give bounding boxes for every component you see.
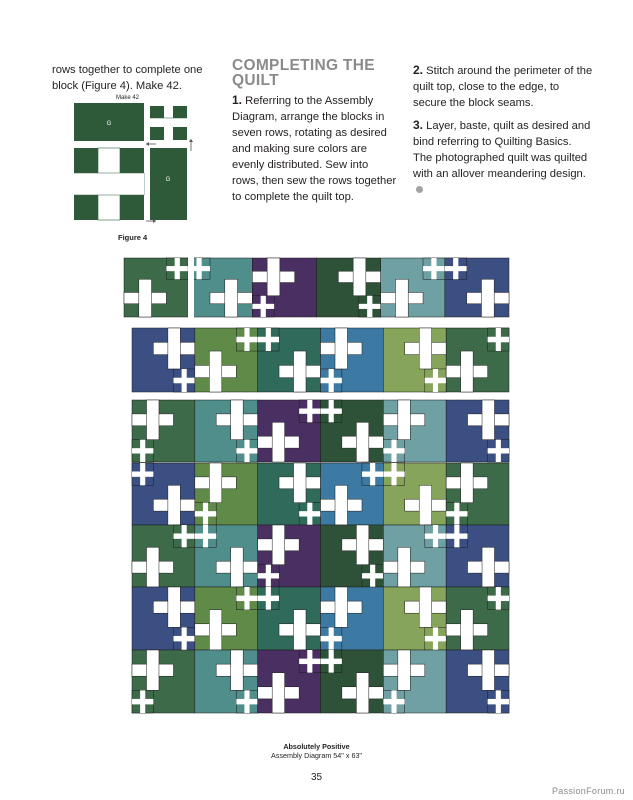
page-number: 35 [310,772,323,783]
intro-text: rows together to complete one block (Figure 4). Make 42. [52,64,203,92]
quilt-row [132,587,509,650]
quilt-block [383,650,446,713]
step-2-number: 2. [413,63,424,77]
quilt-block [446,650,509,713]
section-heading: COMPLETING THE QUILT [232,57,375,89]
quilt-block [132,400,195,462]
quilt-block [321,463,384,525]
quilt-row [132,328,509,392]
quilt-row [132,650,509,713]
quilt-block [321,587,384,650]
quilt-block [132,463,195,525]
quilt-block [258,328,321,392]
quilt-block [195,650,258,713]
step-3-number: 3. [413,118,424,132]
step-1-text: Referring to the Assembly Diagram, arrange the blocks in seven rows, rotating as desired and making sure colors are evenly distributed. Sew into rows, then sew the rows together to complete the quilt top. [232,95,397,203]
fig4-letter-b: G [165,177,171,183]
quilt-block [195,587,258,650]
quilt-block [132,328,195,392]
quilt-block [195,400,258,462]
quilt-block [258,400,321,462]
quilt-block [446,463,509,525]
step-3-text: Layer, baste, quilt as desired and bind referring to Quilting Basics. The photographed quilt was quilted with an allover meandering design. [413,120,591,180]
step-1-number: 1. [232,93,243,107]
fig4-letter-a: G [106,121,112,127]
quilt-block [446,400,509,462]
quilt-block [383,525,446,587]
quilt-block [383,400,446,462]
watermark: PassionForum.ru [551,786,625,796]
quilt-block [381,258,445,317]
diagram-title: Absolutely Positive [283,742,350,751]
quilt-row [132,463,509,525]
quilt-block [321,650,384,713]
diagram-subtitle: Assembly Diagram 54" x 63" [271,751,362,760]
quilt-row [124,258,509,317]
quilt-block [446,587,509,650]
quilt-block [321,328,384,392]
quilt-block [446,328,509,392]
figure4-caption: Figure 4 [118,233,148,242]
quilt-block [317,258,381,317]
quilt-block [258,525,321,587]
quilt-block [383,463,446,525]
quilt-block [124,258,188,317]
quilt-block [383,328,446,392]
quilt-block [446,525,509,587]
quilt-block [252,258,316,317]
quilt-block [383,587,446,650]
quilt-row [132,525,509,587]
row-gap [188,256,194,320]
quilt-block [321,525,384,587]
quilt-block [195,328,258,392]
quilt-block [445,258,509,317]
quilt-block [132,587,195,650]
quilt-block [132,650,195,713]
step-2-text: Stitch around the perimeter of the quilt top, close to the edge, to secure the block seams. [413,65,593,109]
quilt-block [132,525,195,587]
quilt-block [321,400,384,462]
quilt-row [132,400,509,462]
quilt-block [258,587,321,650]
quilt-block [195,463,258,525]
diagram-caption [0,742,633,760]
quilt-block [188,258,252,317]
figure4-label: Make 42 [116,95,140,101]
quilt-block [258,650,321,713]
quilt-block [195,525,258,587]
quilt-block [258,463,321,525]
